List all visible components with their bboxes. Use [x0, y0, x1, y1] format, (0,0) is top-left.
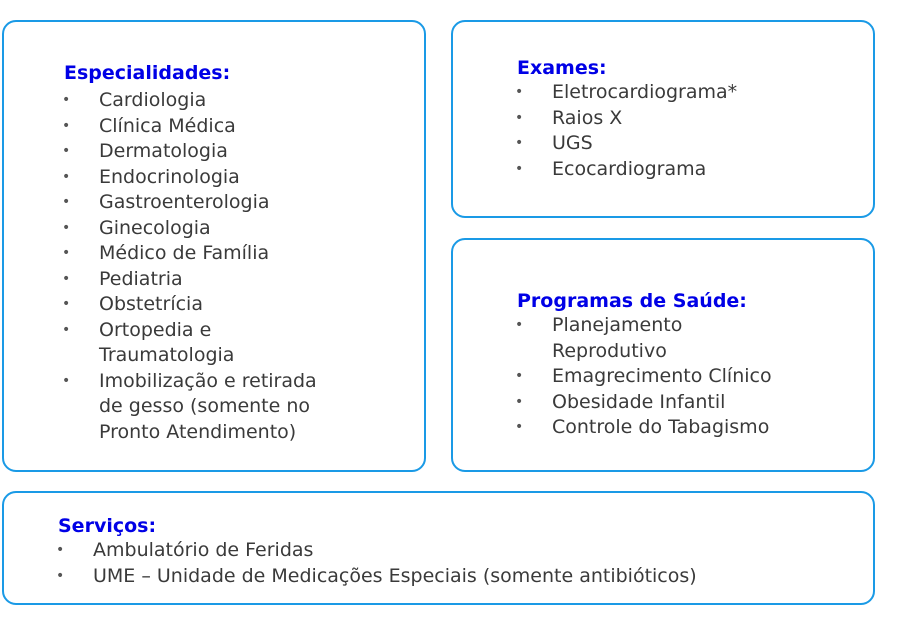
bullet-icon: •: [515, 109, 524, 126]
bullet-icon: •: [62, 219, 71, 236]
exame-item: [515, 157, 737, 183]
bullet-icon: •: [56, 567, 65, 584]
especialidade-item-label: Ginecologia: [99, 216, 211, 239]
servicos-panel: [2, 491, 875, 605]
especialidade-item: [62, 190, 317, 216]
servicos-list: [56, 538, 697, 589]
bullet-icon: •: [515, 393, 524, 410]
programa-item-label: Emagrecimento Clínico: [552, 365, 772, 387]
bullet-icon: •: [515, 84, 524, 100]
bullet-icon: •: [62, 321, 71, 338]
especialidade-item: [62, 139, 317, 165]
especialidade-item-label: Dermatologia: [99, 140, 228, 162]
especialidade-item: [62, 216, 317, 242]
exames-list: [515, 80, 737, 182]
especialidade-item-label: Ortopedia e Traumatologia: [99, 318, 235, 366]
programas-list: [515, 313, 772, 441]
servico-item-label: UME – Unidade de Medicações Especiais (somente antibióticos): [93, 564, 697, 587]
especialidade-item-label: Pediatria: [99, 267, 183, 290]
exames-panel: [451, 20, 875, 218]
especialidades-panel: [2, 20, 426, 472]
programas-panel: [451, 238, 875, 472]
especialidade-item: [62, 292, 317, 318]
bullet-icon: •: [62, 168, 71, 185]
bullet-icon: •: [56, 542, 65, 558]
servico-item: [56, 564, 697, 590]
exame-item-label: Eletrocardiograma*: [552, 81, 738, 103]
especialidade-item: [62, 318, 317, 369]
exame-item: [515, 106, 737, 132]
exame-item-label: Raios X: [552, 106, 623, 129]
especialidade-item-label: Imobilização e retirada de gesso (somente no Pronto Atendimento): [99, 369, 317, 443]
especialidades-title: Especialidades:: [64, 62, 231, 84]
programa-item-label: Obesidade Infantil: [552, 390, 726, 413]
exame-item: [515, 131, 737, 157]
especialidade-item: [62, 165, 317, 191]
bullet-icon: •: [515, 317, 524, 333]
especialidade-item: [62, 369, 317, 446]
especialidades-list: [62, 88, 317, 445]
bullet-icon: •: [515, 419, 524, 435]
programas-title: Programas de Saúde:: [517, 290, 747, 312]
bullet-icon: •: [62, 296, 71, 312]
exame-item-label: Ecocardiograma: [552, 157, 707, 180]
especialidade-item: [62, 241, 317, 267]
exame-item-label: UGS: [552, 132, 593, 154]
especialidade-item-label: Cardiologia: [99, 89, 207, 111]
programa-item-label: Controle do Tabagismo: [552, 416, 770, 438]
bullet-icon: •: [62, 194, 71, 210]
programa-item: [515, 364, 772, 390]
programa-item: [515, 415, 772, 441]
servico-item: [56, 538, 697, 564]
servico-item-label: Ambulatório de Feridas: [93, 539, 314, 561]
bullet-icon: •: [62, 372, 71, 389]
bullet-icon: •: [515, 135, 524, 151]
especialidade-item-label: Clínica Médica: [99, 114, 236, 137]
especialidade-item: [62, 88, 317, 114]
exames-title: Exames:: [517, 57, 607, 79]
bullet-icon: •: [62, 270, 71, 287]
bullet-icon: •: [515, 160, 524, 177]
especialidade-item: [62, 267, 317, 293]
especialidade-item-label: Endocrinologia: [99, 165, 240, 188]
especialidade-item: [62, 114, 317, 140]
especialidade-item-label: Obstetrícia: [99, 293, 203, 315]
especialidade-item-label: Médico de Família: [99, 242, 270, 264]
servicos-title: Serviços:: [58, 515, 157, 537]
bullet-icon: •: [62, 245, 71, 261]
programa-item-label: Planejamento Reprodutivo: [552, 314, 683, 362]
exame-item: [515, 80, 737, 106]
bullet-icon: •: [62, 92, 71, 108]
bullet-icon: •: [62, 143, 71, 159]
programa-item: [515, 390, 772, 416]
especialidade-item-label: Gastroenterologia: [99, 191, 270, 213]
bullet-icon: •: [62, 117, 71, 134]
bullet-icon: •: [515, 368, 524, 384]
programa-item: [515, 313, 772, 364]
